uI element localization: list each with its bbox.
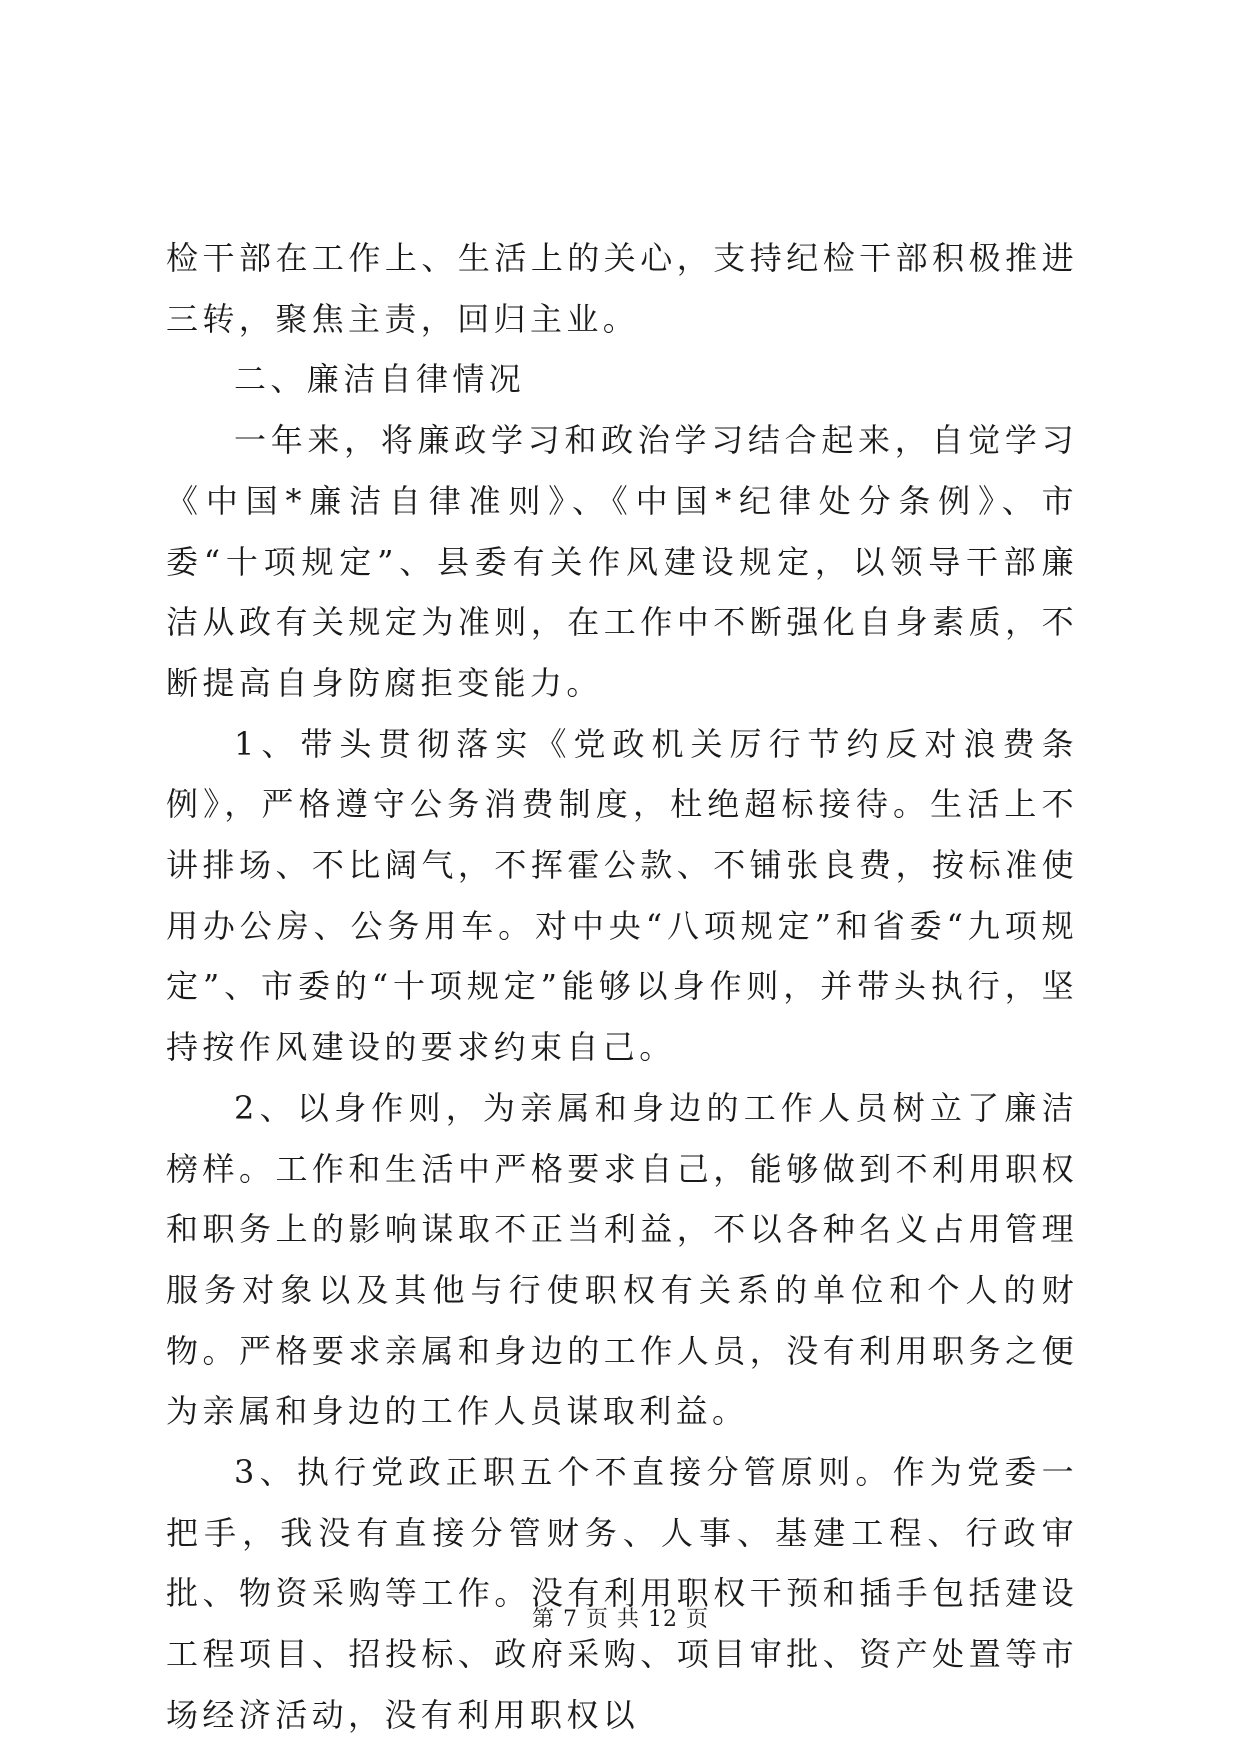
paragraph-1: 检干部在工作上、生活上的关心，支持纪检干部积极推进三转，聚焦主责，回归主业。	[166, 239, 1078, 338]
paragraph-4: 1、带头贯彻落实《党政机关厉行节约反对浪费条例》，严格遵守公务消费制度，杜绝超标接待。生活上不讲排场、不比阔气，不挥霍公款、不铺张良费，按标准使用办公房、公务用车。对中央“八项规定”和省委“九项规定”、市委的“十项规定”能够以身作则，并带头执行，坚持按作风建设的要求约束自己。	[166, 724, 1078, 1067]
paragraph-6: 3、执行党政正职五个不直接分管原则。作为党委一把手，我没有直接分管财务、人事、基建工程、行政审批、物资采购等工作。没有利用职权干预和插手包括建设工程项目、招投标、政府采购、项目审批、资产处置等市场经济活动，没有利用职权以	[166, 1453, 1078, 1734]
page-number-footer: 第 7 页 共 12 页	[532, 1607, 709, 1632]
paragraph-3: 一年来，将廉政学习和政治学习结合起来，自觉学习《中国*廉洁自律准则》、《中国*纪律处分条例》、市委“十项规定”、县委有关作风建设规定，以领导干部廉洁从政有关规定为准则，在工作中不断强化自身素质，不断提高自身防腐拒变能力。	[166, 421, 1078, 702]
document-body	[166, 228, 1078, 1746]
section-heading: 二、廉洁自律情况	[234, 360, 526, 399]
paragraph-5: 2、以身作则，为亲属和身边的工作人员树立了廉洁榜样。工作和生活中严格要求自己，能够做到不利用职权和职务上的影响谋取不正当利益，不以各种名义占用管理服务对象以及其他与行使职权有关系的单位和个人的财物。严格要求亲属和身边的工作人员，没有利用职务之便为亲属和身边的工作人员谋取利益。	[166, 1088, 1078, 1431]
